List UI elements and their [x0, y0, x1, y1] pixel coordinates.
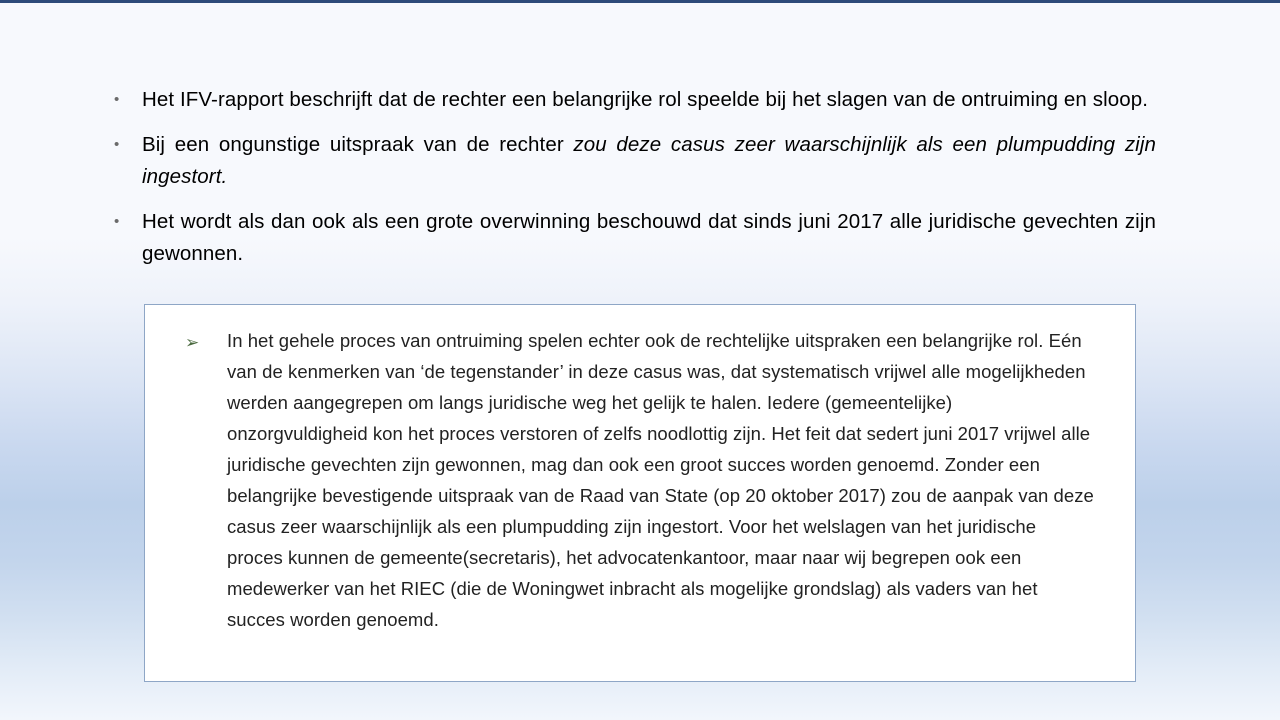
bullet-marker-icon: •	[114, 91, 120, 108]
arrow-bullet-icon: ➢	[185, 333, 200, 352]
bullet-2-text	[142, 129, 1156, 193]
bullet-marker-icon: •	[114, 213, 120, 230]
bullet-list	[104, 84, 1156, 283]
list-item	[104, 206, 1156, 270]
top-accent-rule	[0, 0, 1280, 3]
quote-box	[144, 304, 1136, 682]
bullet-1-text	[142, 84, 1156, 116]
quote-inner	[145, 305, 1135, 653]
bullet-3-segment-1: Het wordt als dan ook als een grote overwinning beschouwd dat sinds juni 2017 alle juridische gevechten zijn gewonnen.	[142, 210, 1156, 265]
list-item	[104, 84, 1156, 116]
bullet-1-segment-1: Het IFV-rapport beschrijft dat de rechter een belangrijke rol speelde bij het slagen van de ontruiming en sloop.	[142, 88, 1149, 111]
bullet-2-segment-2-italic: zou deze casus zeer waarschijnlijk als een plumpudding zijn ingestort.	[142, 133, 1156, 188]
list-item	[104, 129, 1156, 193]
bullet-2-segment-1: Bij een ongunstige uitspraak van de rechter	[142, 133, 574, 156]
bullet-marker-icon: •	[114, 136, 120, 153]
quote-text: In het gehele proces van ontruiming spelen echter ook de rechtelijke uitspraken een belangrijke rol. Eén van de kenmerken van ‘de tegenstander’ in deze casus was, dat systematisch vrijwel alle mogelijkheden werden aangegrepen om langs juridische weg het gelijk te halen. Iedere (gemeentelijke) onzorgvuldigheid kon het proces verstoren of zelfs noodlottig zijn. Het feit dat sedert juni 2017 vrijwel alle juridische gevechten zijn gewonnen, mag dan ook een groot succes worden genoemd. Zonder een belangrijke bevestigende uitspraak van de Raad van State (op 20 oktober 2017) zou de aanpak van deze casus zeer waarschijnlijk als een plumpudding zijn ingestort. Voor het welslagen van het juridische proces kunnen de gemeente(secretaris), het advocatenkantoor, maar naar wij begrepen ook een medewerker van het RIEC (die de Woningwet inbracht als mogelijke grondslag) als vaders van het succes worden genoemd.	[227, 330, 1094, 630]
bullet-3-text	[142, 206, 1156, 270]
